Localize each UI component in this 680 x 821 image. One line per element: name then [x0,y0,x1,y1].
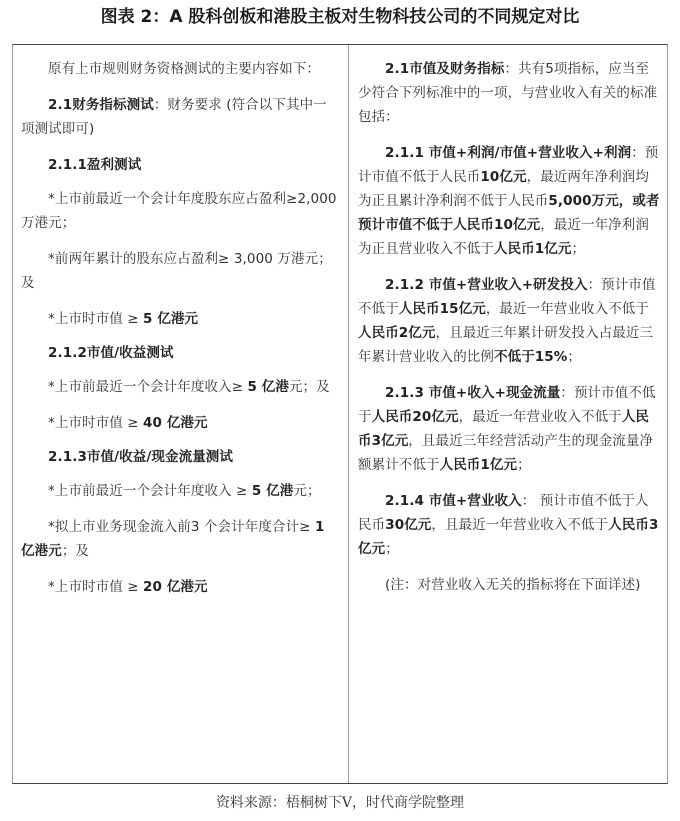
left-item: *上市前最近一个会计年度收入 ≥ 5 亿港元； [48,483,321,499]
left-item: *上市前最近一个会计年度股东应占盈利≥2,000 万港元； [21,191,337,231]
left-section-2-1: 2.1财务指标测试：财务要求 (符合以下其中一项测试即可) [21,97,327,137]
left-section-2-1-2-heading: 2.1.2市值/收益测试 [48,345,174,361]
left-item: *前两年累计的股东应占盈利≥ 3,000 万港元；及 [21,251,332,291]
left-item: *拟上市业务现金流入前3 个会计年度合计≥ 1 亿港元；及 [21,519,325,559]
right-section-2-1-1: 2.1.1 市值+利润/市值+营业收入+利润：预计市值不低于人民币10亿元，最近两年净利润均为正且累计净利润不低于人民币5,000万元，或者预计市值不低于人民币10亿元，最近一年净利润为正且营业收入不低于人民币1亿元； [358,145,660,257]
left-item: *上市时市值 ≥ 5 亿港元 [48,311,199,327]
left-item: *上市时市值 ≥ 20 亿港元 [48,579,208,595]
right-section-2-1-4: 2.1.4 市值+营业收入： 预计市值不低于人民币30亿元，且最近一年营业收入不低于人民币3亿元； [358,493,659,557]
right-section-2-1-2: 2.1.2 市值+营业收入+研发投入：预计市值不低于人民币15亿元，最近一年营业收入不低于人民币2亿元，且最近三年累计研发投入占最近三年累计营业收入的比例不低于15%； [358,277,656,365]
right-section-2-1-3: 2.1.3 市值+收入+现金流量：预计市值不低于人民币20亿元，最近一年营业收入不低于人民币3亿元，且最近三年经营活动产生的现金流量净额累计不低于人民币1亿元； [358,385,656,473]
source-note: 资料来源：梧桐树下V，时代商学院整理 [215,795,465,811]
right-note: (注：对营业收入无关的指标将在下面详述) [385,577,641,593]
left-item: *上市时市值 ≥ 40 亿港元 [48,415,208,431]
left-section-2-1-1-heading: 2.1.1盈利测试 [48,157,142,173]
right-section-2-1: 2.1市值及财务指标：共有5项指标，应当至少符合下列标准中的一项，与营业收入有关的标准包括： [358,61,658,125]
column-divider [348,45,349,783]
left-item: *上市前最近一个会计年度收入≥ 5 亿港元；及 [48,379,330,395]
comparison-table [12,44,668,784]
left-section-2-1-3-heading: 2.1.3市值/收益/现金流量测试 [48,449,233,465]
left-intro: 原有上市规则财务资格测试的主要内容如下： [48,61,320,77]
star-market-column [358,57,662,609]
hk-main-board-column [21,57,339,611]
page-title: 图表 2：A 股科创板和港股主板对生物科技公司的不同规定对比 [100,7,580,27]
